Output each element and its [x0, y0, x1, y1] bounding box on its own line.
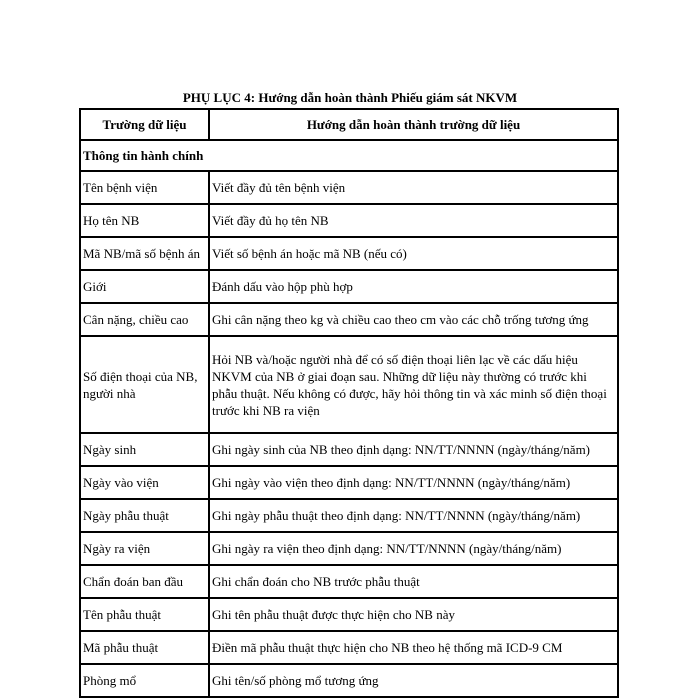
field-cell: Ngày sinh [80, 433, 209, 466]
table-row [80, 664, 618, 697]
field-cell: Cân nặng, chiều cao [80, 303, 209, 336]
guide-cell: Ghi tên phẫu thuật được thực hiện cho NB này [209, 598, 618, 631]
field-cell: Ngày ra viện [80, 532, 209, 565]
header-field: Trường dữ liệu [80, 109, 209, 140]
section-row [80, 140, 618, 171]
table-row [80, 499, 618, 532]
table-row [80, 204, 618, 237]
table-row [80, 336, 618, 433]
guide-cell: Viết đầy đủ họ tên NB [209, 204, 618, 237]
table-row [80, 171, 618, 204]
guide-cell: Ghi cân nặng theo kg và chiều cao theo cm vào các chỗ trống tương ứng [209, 303, 618, 336]
table-row [80, 598, 618, 631]
guide-cell: Ghi ngày sinh của NB theo định dạng: NN/TT/NNNN (ngày/tháng/năm) [209, 433, 618, 466]
guide-cell: Hỏi NB và/hoặc người nhà để có số điện thoại liên lạc về các dấu hiệu NKVM của NB ở giai đoạn sau. Những dữ liệu này thường có trước khi phẫu thuật. Nếu không có được, hãy hỏi thông tin và xác minh số điện thoại trước khi NB ra viện [209, 336, 618, 433]
guide-cell: Ghi ngày vào viện theo định dạng: NN/TT/NNNN (ngày/tháng/năm) [209, 466, 618, 499]
field-cell: Mã phẫu thuật [80, 631, 209, 664]
guide-cell: Viết số bệnh án hoặc mã NB (nếu có) [209, 237, 618, 270]
field-cell: Chẩn đoán ban đầu [80, 565, 209, 598]
field-cell: Họ tên NB [80, 204, 209, 237]
field-cell: Giới [80, 270, 209, 303]
section-title: Thông tin hành chính [80, 140, 618, 171]
guide-cell: Ghi ngày phẫu thuật theo định dạng: NN/TT/NNNN (ngày/tháng/năm) [209, 499, 618, 532]
guide-cell: Ghi tên/số phòng mổ tương ứng [209, 664, 618, 697]
guide-cell: Viết đầy đủ tên bệnh viện [209, 171, 618, 204]
guide-cell: Đánh dấu vào hộp phù hợp [209, 270, 618, 303]
field-cell: Số điện thoại của NB, người nhà [80, 336, 209, 433]
table-row [80, 270, 618, 303]
field-cell: Ngày vào viện [80, 466, 209, 499]
header-guide: Hướng dẫn hoàn thành trường dữ liệu [209, 109, 618, 140]
table-row [80, 303, 618, 336]
guide-cell: Điền mã phẫu thuật thực hiện cho NB theo hệ thống mã ICD-9 CM [209, 631, 618, 664]
field-cell: Mã NB/mã số bệnh án [80, 237, 209, 270]
table-header-row [80, 109, 618, 140]
table-row [80, 532, 618, 565]
guide-cell: Ghi ngày ra viện theo định dạng: NN/TT/NNNN (ngày/tháng/năm) [209, 532, 618, 565]
table-row [80, 565, 618, 598]
table-row [80, 433, 618, 466]
field-cell: Ngày phẫu thuật [80, 499, 209, 532]
page-title: PHỤ LỤC 4: Hướng dẫn hoàn thành Phiếu giám sát NKVM [182, 90, 518, 105]
field-cell: Phòng mổ [80, 664, 209, 697]
field-cell: Tên bệnh viện [80, 171, 209, 204]
guide-cell: Ghi chẩn đoán cho NB trước phẫu thuật [209, 565, 618, 598]
field-cell: Tên phẫu thuật [80, 598, 209, 631]
guide-table [79, 108, 619, 698]
table-row [80, 466, 618, 499]
table-row [80, 237, 618, 270]
table-row [80, 631, 618, 664]
